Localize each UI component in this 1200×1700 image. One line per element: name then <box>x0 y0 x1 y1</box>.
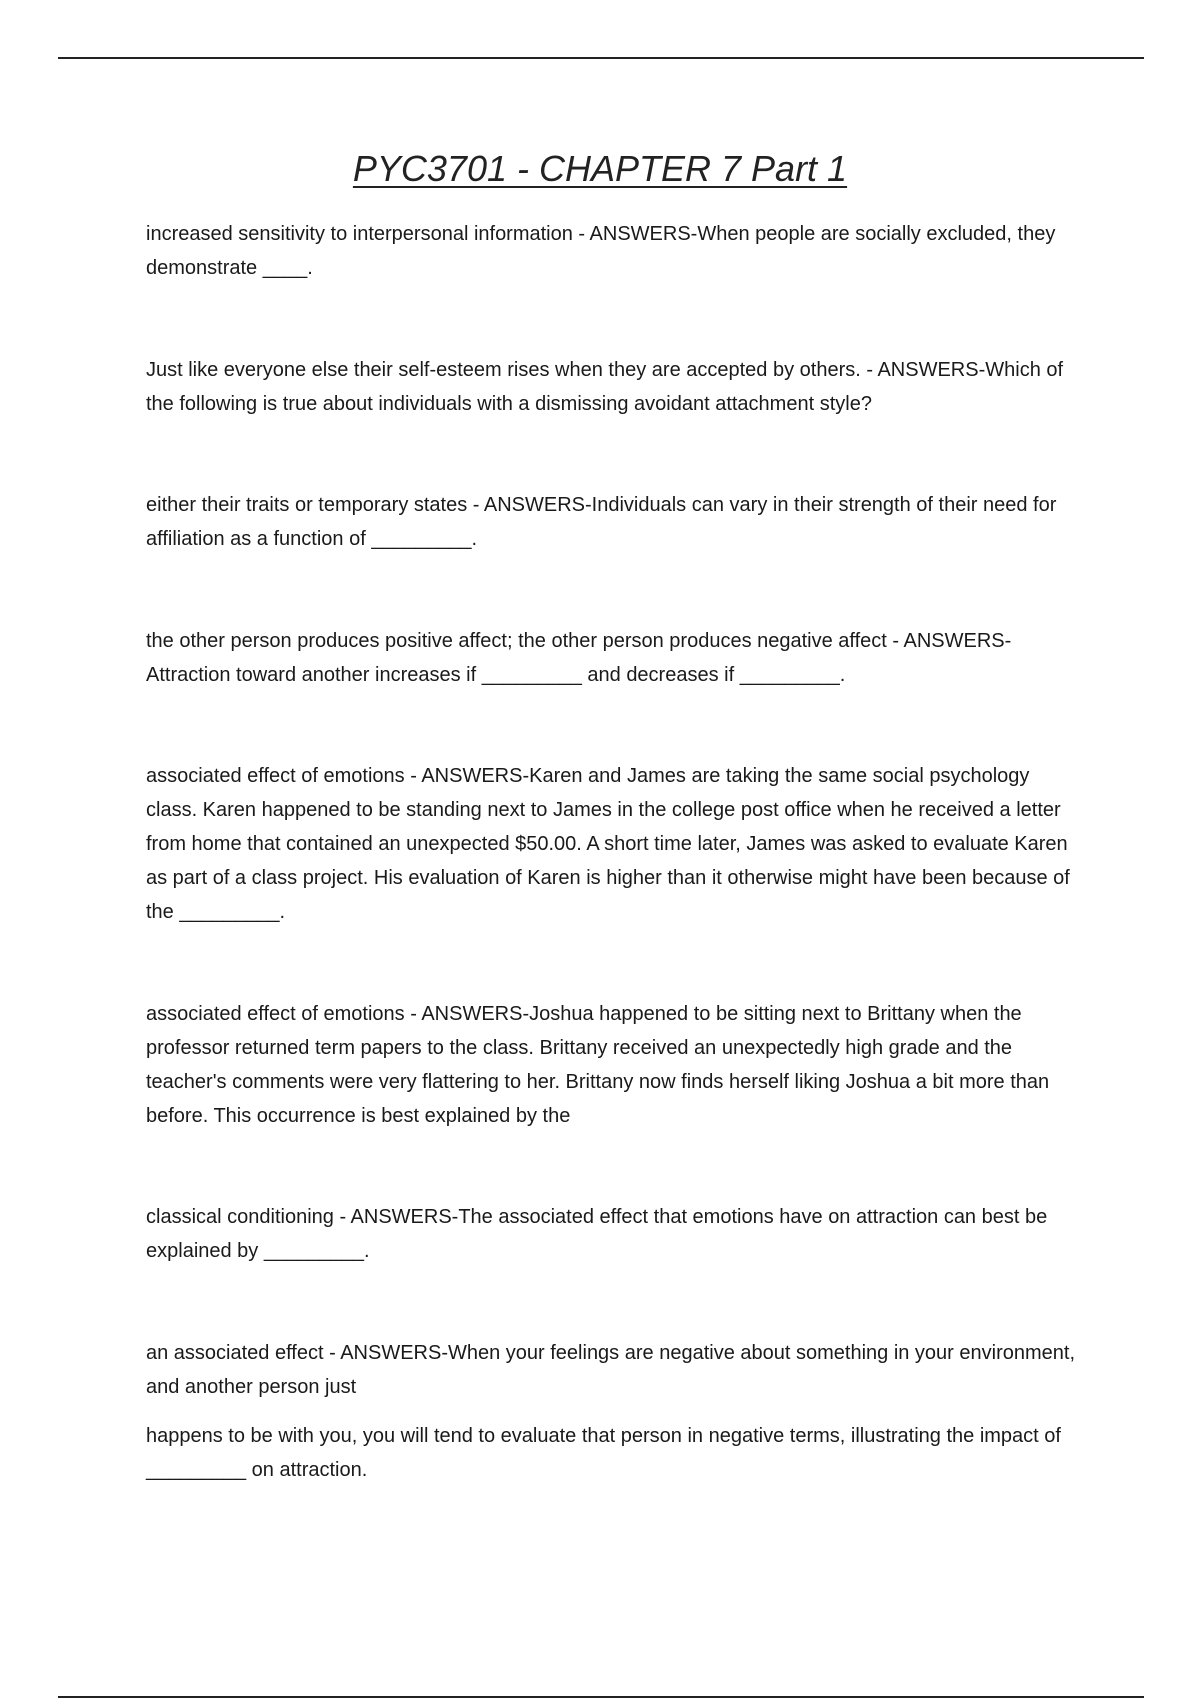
qa-item-3: either their traits or temporary states - ANSWERS-Individuals can vary in their strength of their need for affiliation as a function of _________. <box>146 494 1057 550</box>
qa-item-1: increased sensitivity to interpersonal information - ANSWERS-When people are socially excluded, they demonstrate ____. <box>146 223 1056 279</box>
qa-item-8: an associated effect - ANSWERS-When your feelings are negative about something in your environment, and another person just <box>146 1342 1076 1398</box>
qa-item-4: the other person produces positive affect; the other person produces negative affect - ANSWERS-Attraction toward another increases if _________ and decreases if _________. <box>146 630 1012 686</box>
qa-item-6: associated effect of emotions - ANSWERS-Joshua happened to be sitting next to Brittany when the professor returned term papers to the class. Brittany received an unexpectedly high grade and the teacher's comments were very flattering to her. Brittany now finds herself liking Joshua a bit more than before. This occurrence is best explained by the <box>146 1003 1050 1127</box>
top-rule <box>58 57 1144 59</box>
qa-item-5: associated effect of emotions - ANSWERS-Karen and James are taking the same social psychology class. Karen happened to be standing next to James in the college post office when he received a letter from home that contained an unexpected $50.00. A short time later, James was asked to evaluate Karen as part of a class project. His evaluation of Karen is higher than it otherwise might have been because of the _________. <box>146 765 1070 923</box>
bottom-rule <box>58 1696 1144 1698</box>
document-title: PYC3701 - CHAPTER 7 Part 1 <box>352 148 848 189</box>
qa-item-2: Just like everyone else their self-esteem rises when they are accepted by others. - ANSWERS-Which of the following is true about individuals with a dismissing avoidant attachment style? <box>146 359 1064 415</box>
qa-item-7: classical conditioning - ANSWERS-The associated effect that emotions have on attraction can best be explained by _________. <box>146 1206 1048 1262</box>
qa-item-9: happens to be with you, you will tend to evaluate that person in negative terms, illustrating the impact of _________ on attraction. <box>146 1425 1061 1481</box>
